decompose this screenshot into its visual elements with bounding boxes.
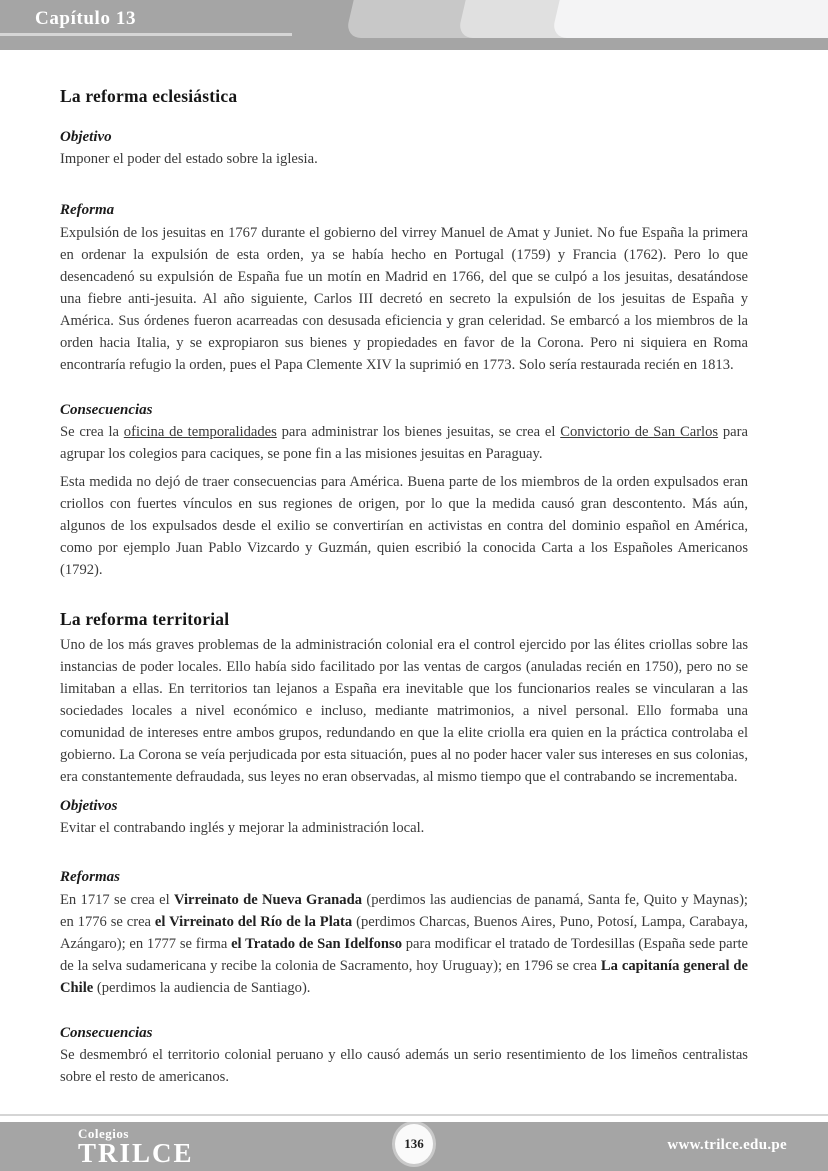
text-segment: para modificar el tratado de Tordesillas (España sede parte de la selva sudamericana y recibe la colonia de Sacramento, hoy Uruguay); en 1796 se crea	[60, 936, 748, 974]
paragraph-consecuencias-1a	[60, 421, 748, 465]
paragraph-objetivos: Evitar el contrabando inglés y mejorar la administración local.	[60, 820, 425, 836]
subheading-consecuencias-2: Consecuencias	[60, 1025, 153, 1041]
text-segment: (perdimos las audiencias de panamá, Santa fe, Quito y Maynas); en 1776 se crea	[60, 892, 748, 930]
page-footer	[0, 1122, 828, 1171]
paragraph-consecuencias-2: Se desmembró el territorio colonial peruano y ello causó además un serio resentimiento de los limeños centralistas sobre el resto de americanos.	[60, 1047, 748, 1085]
website-url: www.trilce.edu.pe	[667, 1137, 787, 1153]
header-decor-band-3	[551, 0, 828, 38]
chapter-title-underline	[0, 33, 292, 36]
subheading-reforma: Reforma	[60, 202, 115, 218]
trilce-logo	[78, 1127, 194, 1167]
section-heading-territorial-reform: La reforma territorial	[60, 609, 230, 629]
bold-term: el Virreinato del Río de la Plata	[154, 914, 353, 930]
paragraph-objetivo: Imponer el poder del estado sobre la iglesia.	[60, 151, 318, 167]
text-segment: (perdimos Charcas, Buenos Aires, Puno, Potosí, Lampa, Carabaya, Azángaro); en 1777 se firma	[60, 914, 748, 952]
logo-trilce-text: TRILCE	[78, 1138, 194, 1168]
logo-colegios-text: Colegios	[78, 1126, 129, 1141]
underlined-term: Convictorio de San Carlos	[560, 424, 719, 440]
bold-term: Virreinato de Nueva Granada	[173, 892, 363, 908]
page-number-badge: 136	[395, 1124, 433, 1164]
chapter-header	[0, 0, 828, 50]
paragraph-reforma: Expulsión de los jesuitas en 1767 durante el gobierno del virrey Manuel de Amat y Juniet. No fue España la primera en ordenar la expulsión de esta orden, ya se había hecho en Portugal (1759) y Francia (1762). Pero lo que desencadenó su expulsión de España fue un motín en Madrid en 1766, del que se culpó a los jesuitas, desatándose una fiebre anti-jesuita. Al año siguiente, Carlos III decretó en secreto la expulsión de los jesuitas de España y América. Sus órdenes fueron acarreadas con desusada eficiencia y gran celeridad. Se embarcó a los miembros de la orden hacia Italia, y se expropiaron sus bienes y propiedades en favor de la Corona. Pero ni siquiera en Roma encontraría refugio la orden, pues el Papa Clemente XIV la suprimió en 1773. Solo sería restaurada recién en 1813.	[60, 225, 748, 373]
text-segment: (perdimos la audiencia de Santiago).	[93, 980, 311, 996]
footer-divider-line	[0, 1114, 828, 1116]
paragraph-territorial-intro: Uno de los más graves problemas de la administración colonial era el control ejercido por las élites criollas sobre las instancias de poder locales. Ello había sido facilitado por las ventas de cargos (anuladas recién en 1750), pero no se limitaban a ellas. En territorios tan lejanos a España era inevitable que los funcionarios reales se vincularan a las sociedades locales a nivel económico e incluso, mediante matrimonios, a nivel personal. Ello formaba una comunidad de intereses entre ambos grupos, redundando en que la elite criolla era quien en la práctica controlaba el gobierno. La Corona se veía perjudicada por esta situación, pues al no poder hacer valer sus intereses en sus colonias, era constantemente defraudada, sus leyes no eran observadas, al mismo tiempo que el contrabando se incrementaba.	[60, 637, 748, 785]
bold-term: La capitanía general de Chile	[60, 958, 748, 996]
subheading-objetivos: Objetivos	[60, 798, 118, 814]
bold-term: el Tratado de San Idelfonso	[231, 936, 402, 952]
underlined-term: oficina de temporalidades	[123, 424, 277, 440]
text-segment: para administrar los bienes jesuitas, se crea el	[276, 424, 561, 440]
subheading-objetivo: Objetivo	[60, 129, 112, 145]
section-heading-ecclesiastic-reform: La reforma eclesiástica	[60, 86, 238, 106]
text-segment: En 1717 se crea el	[60, 892, 174, 908]
text-segment: para agrupar los colegios para caciques, se pone fin a las misiones jesuitas en Paraguay.	[60, 424, 748, 462]
page-content	[0, 50, 828, 1088]
chapter-title: Capítulo 13	[35, 8, 137, 29]
paragraph-consecuencias-1b: Esta medida no dejó de traer consecuencias para América. Buena parte de los miembros de la orden expulsados eran criollos con fuertes vínculos en sus regiones de origen, por lo que la medida causó gran descontento. Más aún, algunos de los expulsados desde el exilio se convertirían en activistas en contra del dominio español en América, como por ejemplo Juan Pablo Vizcardo y Guzmán, quien escribió la conocida Carta a los Españoles Americanos (1792).	[60, 474, 748, 578]
subheading-consecuencias-1: Consecuencias	[60, 402, 153, 418]
text-segment: Se crea la	[60, 424, 124, 440]
subheading-reformas: Reformas	[60, 869, 120, 885]
paragraph-reformas	[60, 889, 748, 999]
